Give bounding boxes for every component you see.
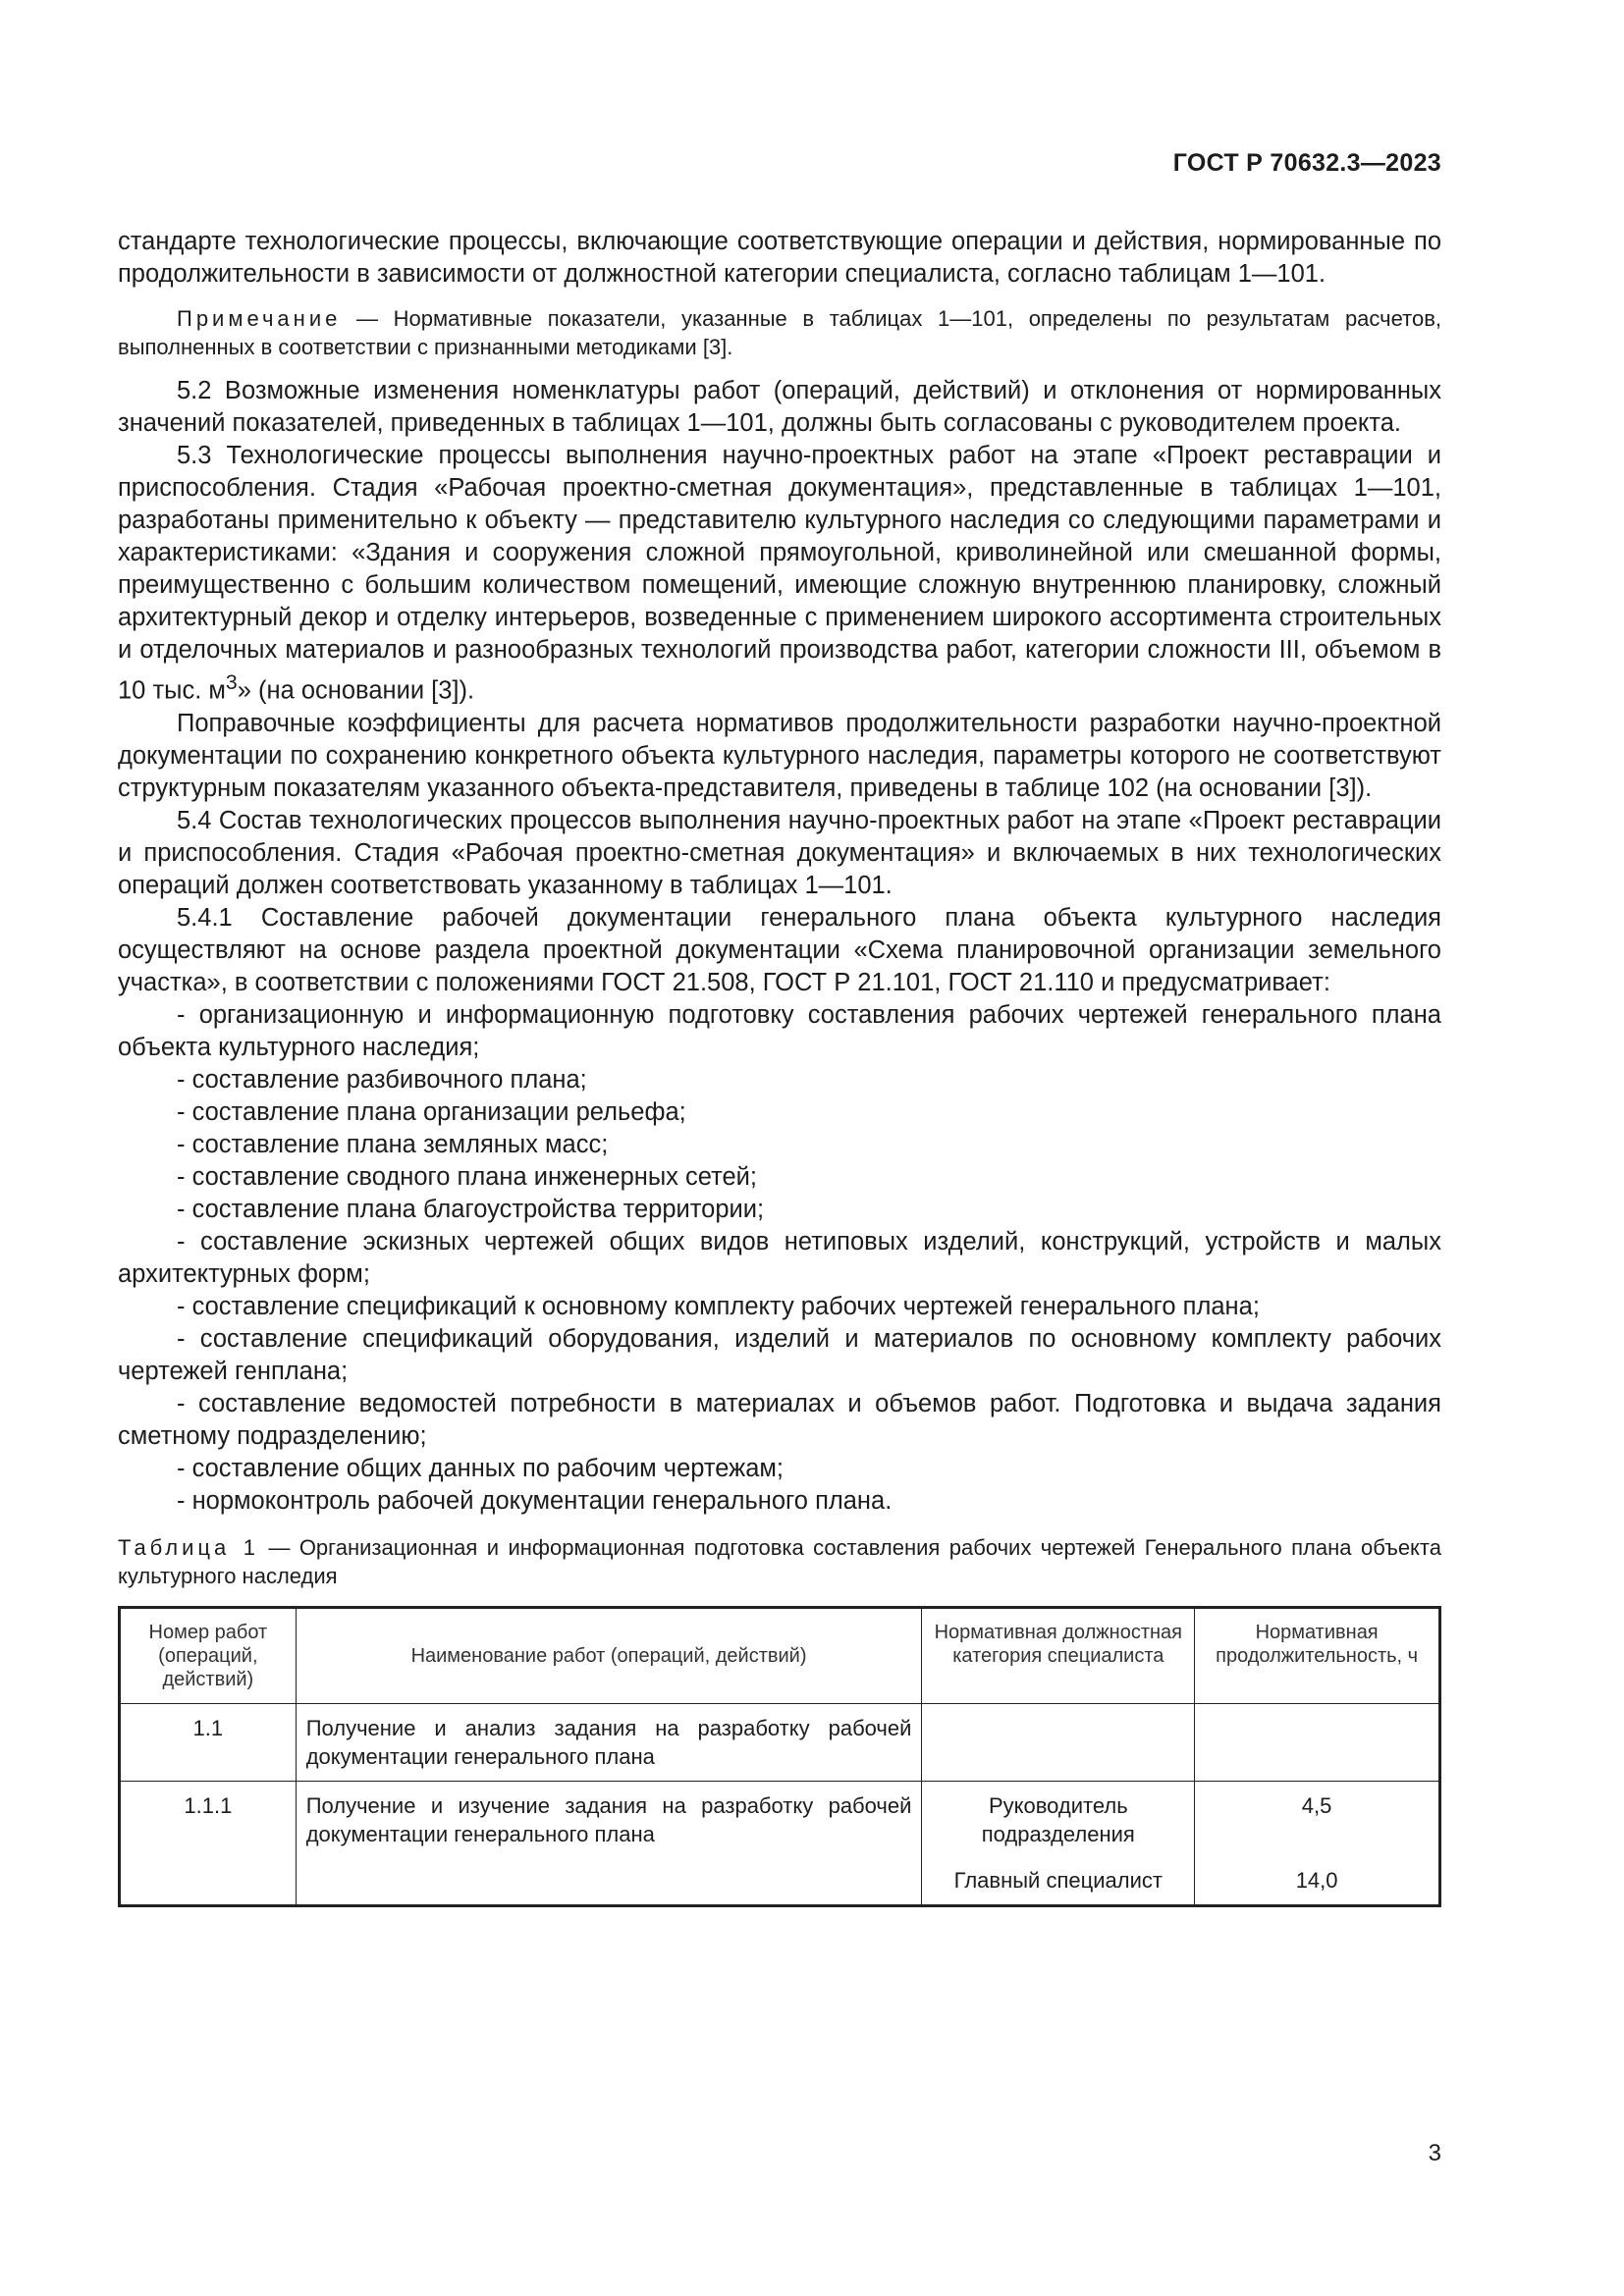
duration-head-of-department: 4,5 — [1301, 1792, 1332, 1818]
norms-table — [118, 1606, 1441, 1907]
column-header-duration: Нормативная продолжительность, ч — [1195, 1607, 1440, 1703]
list-item: - составление плана организации рельефа; — [177, 1097, 686, 1126]
column-header-name: Наименование работ (операций, действий) — [296, 1607, 922, 1703]
column-header-number: Номер работ (операций, действий) — [120, 1607, 297, 1703]
paragraph-5-2: 5.2 Возможные изменения номенклатуры работ (операций, действий) и отклонения от нормированных значений показателей, приведенных в таблицах 1—101, должны быть согласованы с руководителем проекта. — [118, 377, 1441, 437]
list-item: - составление общих данных по рабочим чертежам; — [177, 1454, 785, 1482]
row-duration — [1195, 1703, 1440, 1781]
note-label: Примечание — [177, 306, 342, 331]
paragraph-correction-coefficients: Поправочные коэффициенты для расчета нормативов продолжительности разработки научно-проектной документации по сохранению конкретного объекта культурного наследия, параметры которого не соответствуют структурным показателям указанного объекта-представителя, приведены в таблице 102 (на основании [3]). — [118, 709, 1441, 802]
row-number: 1.1 — [120, 1703, 297, 1781]
list-item: - составление ведомостей потребности в материалах и объемов работ. Подготовка и выдача задания сметному подразделению; — [118, 1389, 1441, 1450]
paragraph-intro: стандарте технологические процессы, включающие соответствующие операции и действия, нормированные по продолжительности в зависимости от должностной категории специалиста, согласно таблицам 1—101. — [118, 228, 1441, 288]
work-list — [118, 999, 1441, 1518]
page-number: 3 — [1428, 2140, 1441, 2166]
category-head-of-department: Руководитель подразделения — [981, 1792, 1135, 1846]
list-item: - организационную и информационную подготовку составления рабочих чертежей генерального плана объекта культурного наследия; — [118, 1000, 1441, 1061]
body-text — [118, 226, 1441, 1907]
row-name: Получение и анализ задания на разработку рабочей документации генерального плана — [296, 1703, 922, 1781]
list-item: - составление плана земляных масс; — [177, 1130, 609, 1158]
paragraph-5-4-1: 5.4.1 Составление рабочей документации генерального плана объекта культурного наследия осуществляют на основе раздела проектной документации «Схема планировочной организации земельного участка», в соответствии с положениями ГОСТ 21.508, ГОСТ Р 21.101, ГОСТ 21.110 и предусматривает: — [118, 903, 1441, 996]
note-text: — Нормативные показатели, указанные в таблицах 1—101, определены по результатам расчетов, выполненных в соответствии с признанными методиками [3]. — [118, 306, 1441, 359]
paragraph-5-3 — [118, 440, 1441, 708]
list-item: - составление спецификаций к основному комплекту рабочих чертежей генерального плана; — [177, 1292, 1260, 1320]
duration-chief-specialist: 14,0 — [1295, 1867, 1338, 1893]
category-chief-specialist: Главный специалист — [953, 1867, 1163, 1893]
row-category — [922, 1781, 1195, 1905]
row-duration — [1195, 1781, 1440, 1905]
row-number: 1.1.1 — [120, 1781, 297, 1905]
table-caption-text: — Организационная и информационная подготовка составления рабочих чертежей Генерального плана объекта культурного наследия — [118, 1534, 1441, 1588]
row-category — [922, 1703, 1195, 1781]
table-row — [120, 1781, 1440, 1905]
row-name: Получение и изучение задания на разработку рабочей документации генерального плана — [296, 1781, 922, 1905]
list-item: - составление эскизных чертежей общих видов нетиповых изделий, конструкций, устройств и малых архитектурных форм; — [118, 1227, 1441, 1288]
list-item: - составление спецификаций оборудования, изделий и материалов по основному комплекту рабочих чертежей генплана; — [118, 1324, 1441, 1385]
list-item: - нормоконтроль рабочей документации генерального плана. — [177, 1486, 893, 1515]
document-id-header: ГОСТ Р 70632.3—2023 — [1172, 149, 1441, 177]
superscript-3: 3 — [225, 670, 238, 694]
paragraph-5-4: 5.4 Состав технологических процессов выполнения научно-проектных работ на этапе «Проект реставрации и приспособления. Стадия «Рабочая проектно-сметная документация» и включаемых в них технологических операций должен соответствовать указанному в таблицах 1—101. — [118, 806, 1441, 899]
paragraph-5-3-text: 5.3 Технологические процессы выполнения научно-проектных работ на этапе «Проект реставрации и приспособления. Стадия «Рабочая проектно-сметная документация», представленные в таблицах 1—101, разработаны применительно к объекту — представителю культурного наследия со следующими параметрами и характеристиками: «Здания и сооружения сложной прямоугольной, криволинейной или смешанной формы, преимущественно с большим количеством помещений, имеющие сложную внутреннюю планировку, сложный архитектурный декор и отделку интерьеров, возведенные с применением широкого ассортимента строительных и отделочных материалов и разнообразных технологий производства работ, категории сложности III, объемом в 10 тыс. м — [118, 442, 1441, 705]
column-header-category: Нормативная должностная категория специалиста — [922, 1607, 1195, 1703]
table-row — [120, 1703, 1440, 1781]
list-item: - составление разбивочного плана; — [177, 1065, 587, 1094]
table-caption-label: Таблица 1 — [118, 1534, 259, 1560]
table-caption — [118, 1533, 1441, 1590]
paragraph-5-3-end: » (на основании [3]). — [237, 676, 475, 705]
table-header-row — [120, 1607, 1440, 1703]
note — [118, 304, 1441, 361]
list-item: - составление плана благоустройства территории; — [177, 1195, 765, 1223]
list-item: - составление сводного плана инженерных сетей; — [177, 1162, 757, 1191]
